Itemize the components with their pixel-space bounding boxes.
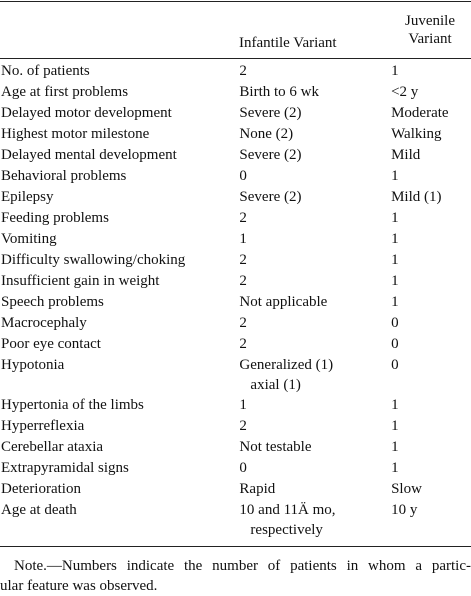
juvenile-value: 1 <box>391 63 399 79</box>
row-label: Cerebellar ataxia <box>1 439 104 455</box>
juvenile-value: Moderate <box>391 105 449 121</box>
row-label: Epilepsy <box>1 189 54 205</box>
infantile-value <box>239 250 391 271</box>
infantile-value <box>239 458 391 479</box>
row-label: Extrapyramidal signs <box>1 460 129 476</box>
table-row <box>0 292 471 313</box>
infantile-value-line: Severe (2) <box>239 147 302 163</box>
table-row <box>0 437 471 458</box>
infantile-value-line: 10 and 11Ä mo, <box>239 502 336 518</box>
infantile-value-line: 0 <box>239 460 247 476</box>
row-label: No. of patients <box>1 63 90 79</box>
header-juvenile-line1: Juvenile <box>405 13 455 29</box>
row-label: Delayed motor development <box>1 105 172 121</box>
infantile-value-line: Not applicable <box>239 294 328 310</box>
juvenile-value: Slow <box>391 481 422 497</box>
infantile-value-line: respectively <box>250 522 323 538</box>
infantile-value <box>239 82 391 103</box>
infantile-value-line: Birth to 6 wk <box>239 84 320 100</box>
header-juvenile <box>390 12 470 48</box>
table-row <box>0 103 471 124</box>
infantile-value <box>239 334 391 355</box>
row-label: Highest motor milestone <box>1 126 150 142</box>
juvenile-value: 1 <box>391 439 399 455</box>
row-label: Age at first problems <box>1 84 129 100</box>
header-infantile: Infantile Variant <box>239 35 337 51</box>
juvenile-value: Mild <box>391 147 421 163</box>
infantile-value <box>239 61 391 82</box>
infantile-value-line: 2 <box>239 273 247 289</box>
table-row <box>0 82 471 103</box>
infantile-value <box>239 292 391 313</box>
note-line-2: ular feature was observed. <box>0 578 158 594</box>
infantile-value-line: 2 <box>239 418 247 434</box>
row-label: Difficulty swallowing/choking <box>1 252 186 268</box>
row-label: Speech problems <box>1 294 104 310</box>
infantile-value-line: 0 <box>239 168 247 184</box>
infantile-value <box>239 271 391 292</box>
juvenile-value: <2 y <box>391 84 419 100</box>
juvenile-value: 10 y <box>391 502 418 518</box>
row-label: Insufficient gain in weight <box>1 273 160 289</box>
infantile-value <box>239 124 391 145</box>
table-row <box>0 271 471 292</box>
row-label: Feeding problems <box>1 210 109 226</box>
infantile-value-line: Rapid <box>239 481 276 497</box>
data-table <box>0 61 471 540</box>
table-row <box>0 61 471 82</box>
infantile-value-line: Severe (2) <box>239 105 302 121</box>
juvenile-value: 1 <box>391 273 399 289</box>
table-row <box>0 458 471 479</box>
top-rule <box>0 1 471 2</box>
juvenile-value: 1 <box>391 418 399 434</box>
infantile-value <box>239 208 391 229</box>
infantile-value <box>239 187 391 208</box>
juvenile-value: 1 <box>391 397 399 413</box>
infantile-value-line: Not testable <box>239 439 312 455</box>
table-row <box>0 416 471 437</box>
juvenile-value: 1 <box>391 231 399 247</box>
infantile-value-line: 2 <box>239 252 247 268</box>
row-label: Age at death <box>1 502 77 518</box>
note-line-1: Note.—Numbers indicate the number of patients in whom a partic- <box>14 558 471 574</box>
table-row <box>0 334 471 355</box>
infantile-value-line: 1 <box>239 231 247 247</box>
table-row <box>0 250 471 271</box>
table-row <box>0 500 471 540</box>
infantile-value-line: axial (1) <box>250 377 301 393</box>
infantile-value <box>239 395 391 416</box>
juvenile-value: 1 <box>391 460 399 476</box>
table-row <box>0 479 471 500</box>
header-rule <box>0 58 471 59</box>
table-row <box>0 187 471 208</box>
infantile-value <box>239 229 391 250</box>
row-label: Vomiting <box>1 231 57 247</box>
table-row <box>0 124 471 145</box>
infantile-value-line: 2 <box>239 210 247 226</box>
juvenile-value: Walking <box>391 126 442 142</box>
infantile-value <box>239 500 391 540</box>
infantile-value-line: Generalized (1) <box>239 357 334 373</box>
bottom-rule <box>0 546 471 547</box>
row-label: Deterioration <box>1 481 81 497</box>
juvenile-value: Mild (1) <box>391 189 442 205</box>
juvenile-value: 1 <box>391 294 399 310</box>
infantile-value <box>239 416 391 437</box>
infantile-value-line: Severe (2) <box>239 189 302 205</box>
row-label: Hyperreflexia <box>1 418 85 434</box>
table-body <box>0 61 471 540</box>
table-row <box>0 395 471 416</box>
juvenile-value: 0 <box>391 357 399 373</box>
row-label: Delayed mental development <box>1 147 177 163</box>
row-label: Hypotonia <box>1 357 65 373</box>
table-row <box>0 145 471 166</box>
infantile-value <box>239 479 391 500</box>
infantile-value <box>239 145 391 166</box>
table-row <box>0 355 471 395</box>
juvenile-value: 1 <box>391 168 399 184</box>
infantile-value <box>239 355 391 395</box>
infantile-value <box>239 103 391 124</box>
juvenile-value: 0 <box>391 336 399 352</box>
juvenile-value: 1 <box>391 252 399 268</box>
table-row <box>0 313 471 334</box>
infantile-value-line: None (2) <box>239 126 294 142</box>
row-label: Macrocephaly <box>1 315 87 331</box>
infantile-value <box>239 166 391 187</box>
table-row <box>0 208 471 229</box>
infantile-value-line: 2 <box>239 63 247 79</box>
infantile-value-line: 1 <box>239 397 247 413</box>
infantile-value <box>239 313 391 334</box>
table-row <box>0 229 471 250</box>
infantile-value-line: 2 <box>239 336 247 352</box>
table-row <box>0 166 471 187</box>
infantile-value <box>239 437 391 458</box>
row-label: Poor eye contact <box>1 336 101 352</box>
row-label: Hypertonia of the limbs <box>1 397 144 413</box>
juvenile-value: 1 <box>391 210 399 226</box>
infantile-value-line: 2 <box>239 315 247 331</box>
header-juvenile-line2: Variant <box>408 31 452 47</box>
table-note <box>0 556 471 596</box>
row-label: Behavioral problems <box>1 168 127 184</box>
juvenile-value: 0 <box>391 315 399 331</box>
